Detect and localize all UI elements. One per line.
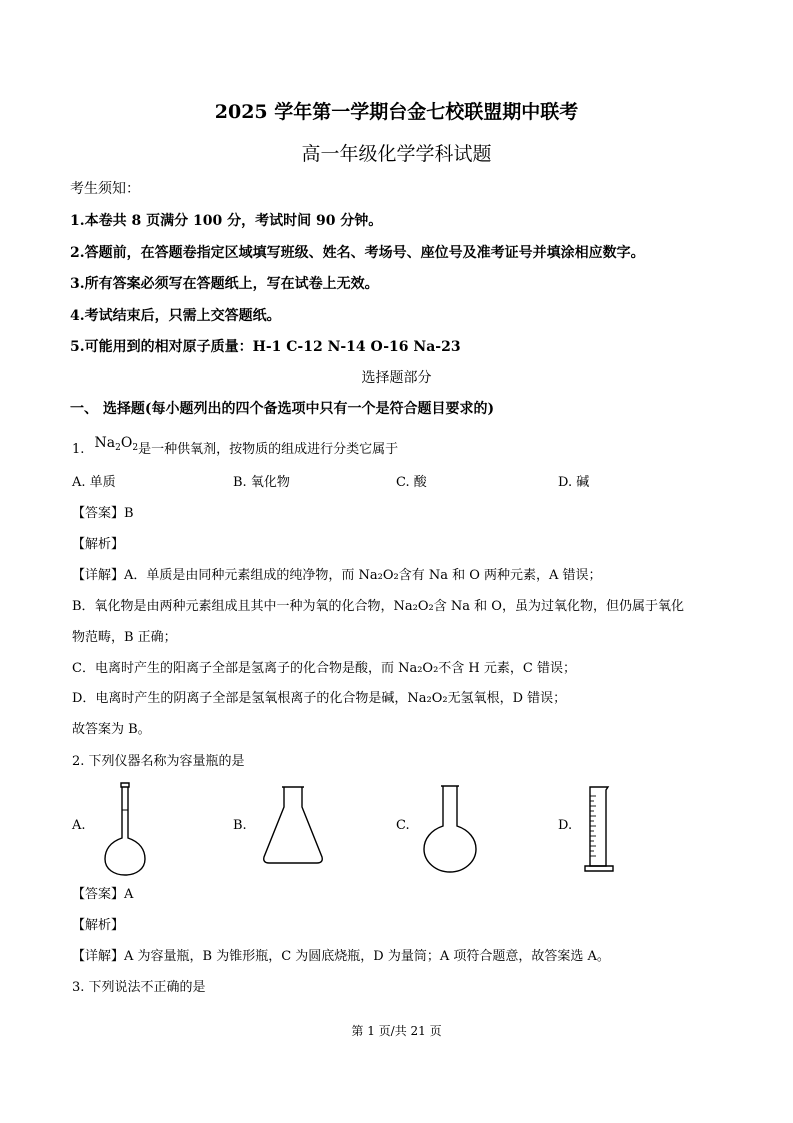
option-a-label: A. <box>72 818 86 833</box>
detail-line: 物范畴，B 正确； <box>72 630 177 645</box>
formula-na2o2: $Na_2O_2$ <box>94 435 139 453</box>
detail-line: 故答案为 B。 <box>72 722 151 737</box>
option-b-label: B. <box>233 818 247 833</box>
option-d-label: D. <box>558 818 573 833</box>
question-number: 1. <box>72 442 85 457</box>
section-heading: 一、 选择题(每小题列出的四个备选项中只有一个是符合题目要求的) <box>70 401 495 417</box>
notice-item: 1.本卷共 8 页满分 100 分，考试时间 90 分钟。 <box>70 213 383 229</box>
detail-line: C．电离时产生的阳离子全部是氢离子的化合物是酸，而 Na₂O₂不含 H 元素，C 错误； <box>72 661 576 676</box>
page-footer: 第 1 页/共 21 页 <box>351 1024 442 1038</box>
option-c-label: C. <box>396 818 410 833</box>
detail-line: 【详解】A．单质是由同种元素组成的纯净物，而 Na₂O₂含有 Na 和 O 两种元素，A 错误； <box>72 568 602 583</box>
question-stem: 是一种供氧剂，按物质的组成进行分类它属于 <box>138 442 399 457</box>
answer-label: 【答案】A <box>72 887 134 902</box>
option-a: A. 单质 <box>72 475 116 490</box>
conical-flask-icon <box>258 785 328 865</box>
detail-line: 【详解】A 为容量瓶，B 为锥形瓶，C 为圆底烧瓶，D 为量筒；A 项符合题意，故答案选 A。 <box>72 949 610 964</box>
page-title: 2025 学年第一学期台金七校联盟期中联考 <box>214 101 579 123</box>
option-c: C. 酸 <box>396 475 427 490</box>
answer-label: 【答案】B <box>72 506 134 521</box>
notice-item: 2.答题前，在答题卷指定区域填写班级、姓名、考场号、座位号及准考证号并填涂相应数字。 <box>70 245 645 261</box>
question-3-stem: 3. 下列说法不正确的是 <box>72 980 206 995</box>
page-subtitle: 高一年级化学学科试题 <box>301 143 492 165</box>
notice-item: 4.考试结束后，只需上交答题纸。 <box>70 308 281 324</box>
detail-line: D．电离时产生的阴离子全部是氢氧根离子的化合物是碱，Na₂O₂无氢氧根，D 错误； <box>72 691 567 706</box>
volumetric-flask-icon <box>100 780 150 878</box>
detail-line: B．氧化物是由两种元素组成且其中一种为氧的化合物，Na₂O₂含 Na 和 O，虽为过氧化物，但仍属于氧化 <box>72 599 684 614</box>
round-bottom-flask-icon <box>420 784 480 874</box>
graduated-cylinder-icon <box>582 784 616 874</box>
section-part-label: 选择题部分 <box>361 370 432 386</box>
option-b: B. 氧化物 <box>233 475 290 490</box>
notice-heading: 考生须知： <box>70 181 140 197</box>
analysis-label: 【解析】 <box>72 918 125 933</box>
question-2-stem: 2. 下列仪器名称为容量瓶的是 <box>72 754 245 769</box>
option-d: D. 碱 <box>558 475 590 490</box>
analysis-label: 【解析】 <box>72 537 125 552</box>
notice-item: 3.所有答案必须写在答题纸上，写在试卷上无效。 <box>70 276 379 292</box>
notice-item: 5.可能用到的相对原子质量：H-1 C-12 N-14 O-16 Na-23 <box>70 339 461 355</box>
question-1 <box>72 435 399 457</box>
